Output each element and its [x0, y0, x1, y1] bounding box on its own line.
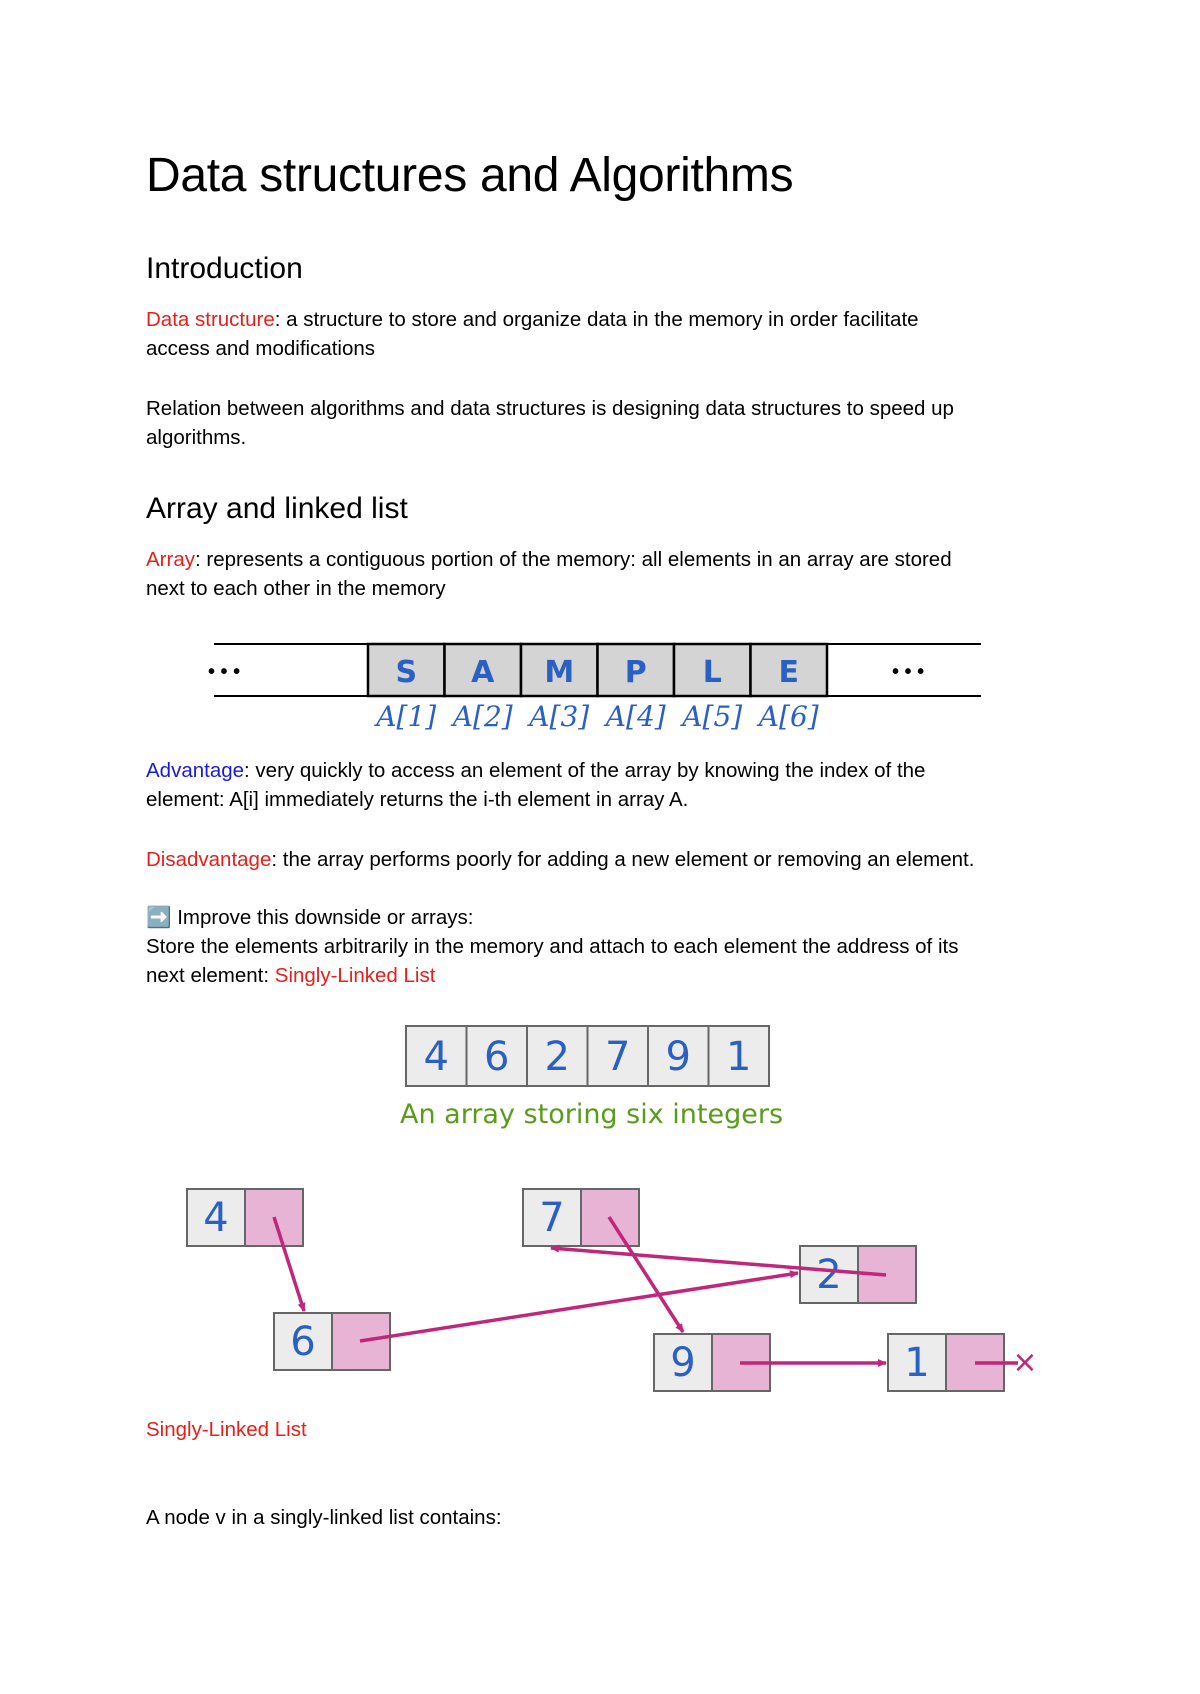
- term-advantage: Advantage: [146, 759, 245, 782]
- sample-index-label: A[4]: [605, 700, 666, 733]
- sample-index-label: A[3]: [529, 700, 590, 733]
- node-7-value: 7: [539, 1195, 565, 1241]
- sample-letter: M: [544, 655, 575, 690]
- node-9-value: 9: [670, 1340, 696, 1386]
- node-1-value: 1: [904, 1340, 930, 1386]
- integer-value: 4: [423, 1034, 449, 1080]
- sample-index-label: A[2]: [452, 700, 513, 733]
- ellipsis-left: • • •: [208, 661, 241, 683]
- text-fragment: element: A[i] immediately returns the i-th element in array A.: [146, 788, 689, 811]
- heading-introduction: Introduction: [146, 252, 303, 285]
- null-mark: ×: [1012, 1345, 1038, 1380]
- text-fragment: : represents a contiguous portion of the memory: all elements in an array are stored: [194, 548, 952, 571]
- paragraph-node-contents: A node v in a singly-linked list contains:: [146, 1506, 502, 1529]
- term-disadvantage: Disadvantage: [146, 848, 272, 871]
- linked-list-figure: [0, 1170, 1200, 1400]
- text-fragment: : a structure to store and organize data in the memory in order facilitate: [274, 308, 919, 331]
- sample-letter: A: [471, 655, 495, 690]
- term-singly-linked-list: Singly-Linked List: [274, 964, 436, 987]
- paragraph-array: [146, 545, 1046, 603]
- sample-letter: E: [778, 655, 799, 690]
- integer-array-figure: [400, 1020, 800, 1140]
- paragraph-advantage: [146, 756, 1046, 814]
- integer-value: 9: [665, 1034, 691, 1080]
- integer-value: 1: [726, 1034, 752, 1080]
- node-6-value: 6: [290, 1319, 316, 1365]
- text-fragment: : very quickly to access an element of the array by knowing the index of the: [244, 759, 926, 782]
- ellipsis-right: • • •: [892, 661, 925, 683]
- text-fragment: Relation between algorithms and data structures is designing data structures to speed up: [146, 397, 954, 420]
- text-fragment: algorithms.: [146, 426, 247, 449]
- page-title: Data structures and Algorithms: [146, 149, 794, 202]
- caption-singly-linked-list: Singly-Linked List: [146, 1418, 307, 1441]
- text-fragment: next to each other in the memory: [146, 577, 446, 600]
- paragraph-improve: [146, 903, 1046, 990]
- term-data-structure: Data structure: [146, 308, 275, 331]
- arrow-7-to-9: [609, 1217, 683, 1332]
- term-array: Array: [146, 548, 195, 571]
- sample-index-label: A[1]: [376, 700, 437, 733]
- arrow-6-to-2: [360, 1273, 798, 1341]
- text-fragment: next element:: [146, 964, 275, 987]
- heading-array-linked-list: Array and linked list: [146, 492, 408, 525]
- text-fragment: access and modifications: [146, 337, 376, 360]
- text-fragment: Store the elements arbitrarily in the memory and attach to each element the address of its: [146, 935, 959, 958]
- integer-array-caption: An array storing six integers: [400, 1099, 784, 1130]
- node-4-value: 4: [203, 1195, 229, 1241]
- paragraph-relation: [146, 394, 1046, 452]
- sample-index-label: A[5]: [682, 700, 743, 733]
- right-arrow-icon: ➡️: [146, 906, 172, 929]
- sample-letter: L: [702, 655, 722, 690]
- integer-value: 2: [544, 1034, 570, 1080]
- paragraph-disadvantage: [146, 845, 1046, 874]
- node-2-value: 2: [816, 1252, 842, 1298]
- text-fragment: : the array performs poorly for adding a new element or removing an element.: [271, 848, 975, 871]
- integer-value: 7: [605, 1034, 631, 1080]
- text-fragment: Improve this downside or arrays:: [171, 906, 474, 929]
- sample-array-figure: [200, 636, 1000, 746]
- sample-index-label: A[6]: [758, 700, 819, 733]
- integer-value: 6: [484, 1034, 510, 1080]
- paragraph-data-structure: [146, 305, 1046, 363]
- sample-letter: S: [395, 655, 418, 690]
- sample-letter: P: [624, 655, 647, 690]
